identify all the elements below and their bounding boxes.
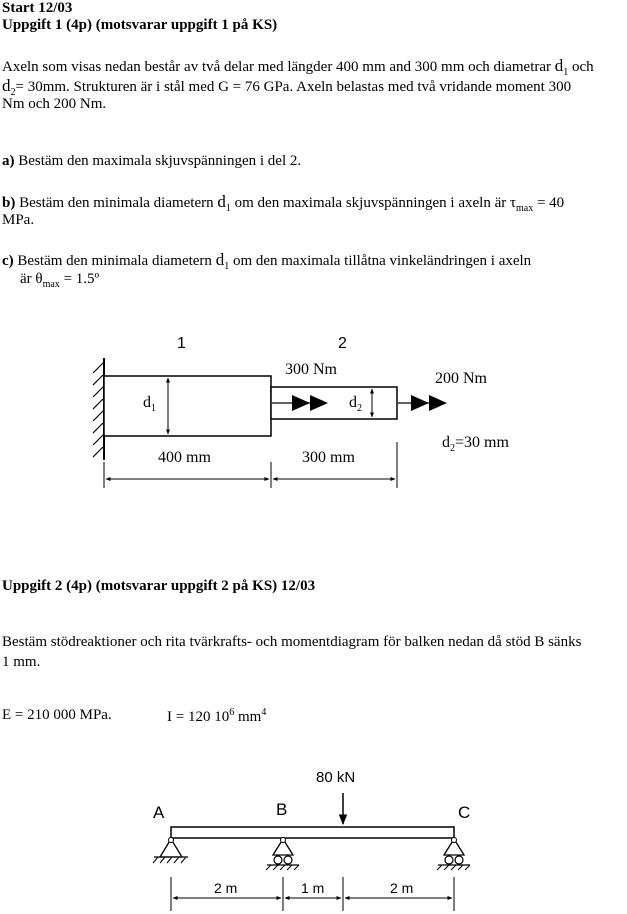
d2-value-label: $d_2=30$ mm [442, 434, 509, 455]
problem-1-intro-line-2: $d_2= 30mm$. Strukturen är i stål med G = 76 GPa. Axeln belastas med två vridande moment 300 [2, 76, 572, 98]
support-c-label: C [458, 803, 471, 822]
support-a-label: A [153, 803, 165, 822]
torque-200-label: 200 Nm [435, 370, 487, 387]
span-ab-label: 2 m [214, 880, 238, 896]
support-a-pinned [153, 838, 188, 864]
torque-200-arrow [398, 395, 447, 411]
support-b-roller [266, 838, 299, 871]
question-c-line-1: c) Bestäm den minimala diametern $d_1$ om den maximala tillåtna vinkeländringen i axeln [2, 250, 532, 272]
d1-label: $d_1$ [143, 394, 156, 415]
problem-2-title: Uppgift 2 (4p) (motsvarar uppgift 2 på KS) 12/03 [2, 578, 316, 594]
length-2-label: 300 mm [302, 449, 355, 466]
youngs-modulus: E = 210 000 MPa. [2, 707, 112, 723]
force-label: 80 kN [316, 769, 356, 786]
span-b-load-label: 1 m [301, 880, 325, 896]
torque-300-label: 300 Nm [285, 361, 337, 378]
moment-of-inertia: I = 120 $10^6$ $mm^4$ [167, 707, 267, 725]
shaft-segment-1 [104, 376, 271, 436]
part-2-label: 2 [338, 335, 347, 352]
problem-1-intro-line-3: Nm och 200 Nm. [2, 96, 107, 112]
span-load-c-label: 2 m [390, 880, 414, 896]
d2-label: $d_2$ [349, 394, 362, 415]
support-b-label: B [276, 800, 288, 819]
question-b-line-2: MPa. [2, 212, 35, 228]
length-1-label: 400 mm [158, 449, 211, 466]
question-a: a) Bestäm den maximala skjuvspänningen i del 2. [2, 153, 302, 169]
fixed-wall [93, 358, 104, 460]
support-c-roller [437, 838, 470, 871]
problem-2-text-line-2: 1 mm. [2, 654, 41, 670]
beam [171, 827, 454, 838]
problem-2-text-line-1: Bestäm stödreaktioner och rita tvärkrafts- och momentdiagram för balken nedan då stöd B sänks [2, 634, 582, 650]
problem-1-intro-line-1: Axeln som visas nedan består av två delar med längder 400 mm and 300 mm och diametrar $d_1$ och [2, 56, 594, 78]
start-label: Start 12/03 [2, 0, 73, 16]
question-c-line-2: är $\theta_{max}$ = 1.5º [20, 271, 100, 290]
problem-1-title: Uppgift 1 (4p) (motsvarar uppgift 1 på KS) [2, 17, 278, 33]
question-b-line-1: b) Bestäm den minimala diametern $d_1$ om den maximala skjuvspänningen i axeln är $\tau_{max} = 40$ [2, 192, 565, 214]
part-1-label: 1 [177, 335, 186, 352]
